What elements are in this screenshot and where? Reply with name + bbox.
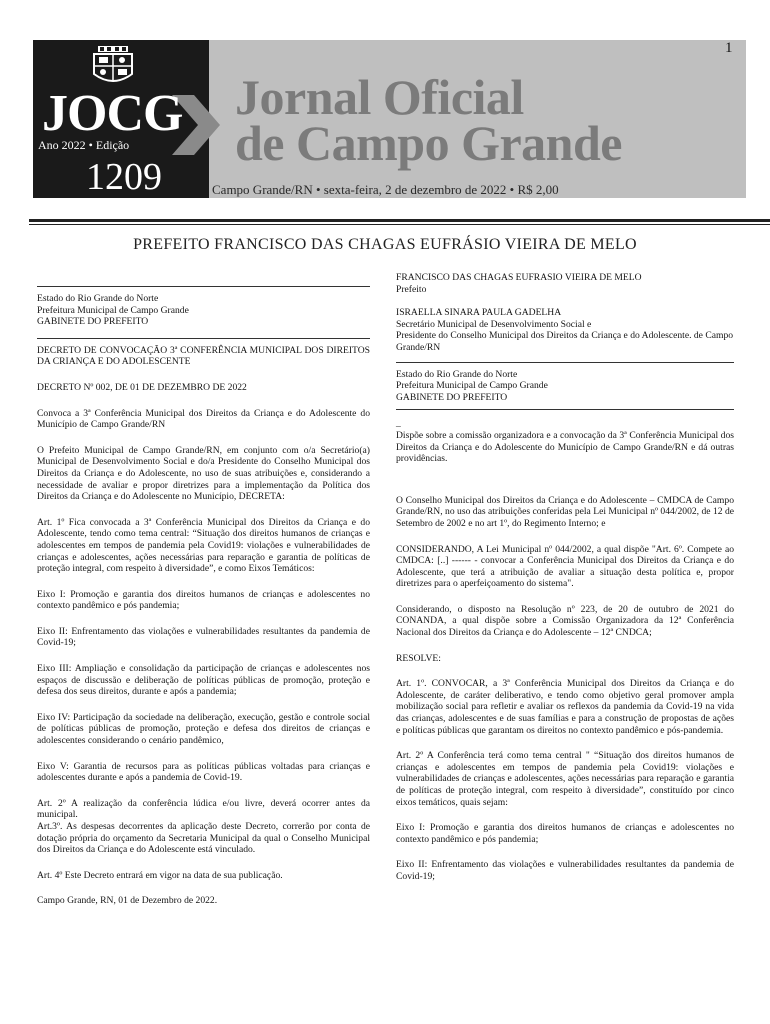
paragraph: Eixo I: Promoção e garantia dos direitos humanos de crianças e adolescentes no contexto pandêmico e pós pandemia;	[37, 588, 370, 612]
newspaper-title-line1: Jornal Oficial	[235, 69, 524, 125]
paragraph: Eixo II: Enfrentamento das violações e vulnerabilidades resultantes da pandemia de Covid-19;	[396, 859, 734, 882]
paragraph: Art. 2º A realização da conferência lúdica e/ou livre, deverá ocorrer antes da municipal. Art.3º. As despesas decorrentes da aplicação deste Decreto, correrão por conta de dotação própria do orçamento da Secretaria Municipal da qual o Conselho Municipal dos Direitos da Criança e do Adolescente está vinculado.	[37, 797, 370, 856]
year-edition-label: Ano 2022 • Edição	[38, 138, 130, 152]
signature-secretaria: ISRAELLA SINARA PAULA GADELHA Secretário Municipal de Desenvolvimento Social e Presidente do Conselho Municipal dos Direitos da Criança e do Adolescente. de Campo Grande/RN	[396, 307, 734, 353]
paragraph: DECRETO Nº 002, DE 01 DE DEZEMBRO DE 2022	[37, 381, 247, 393]
newspaper-title-line2: de Campo Grande	[235, 115, 622, 171]
masthead-divider-thick	[29, 219, 770, 222]
masthead-divider-thin	[29, 224, 770, 225]
right-column	[396, 272, 734, 893]
paragraph: Eixo III: Ampliação e consolidação da participação de crianças e adolescentes nos espaços de discussão e deliberação de políticas públicas de promoção, proteção e defesa dos seus direitos, durante e após a pandemia;	[37, 663, 370, 698]
signature-prefeito: FRANCISCO DAS CHAGAS EUFRASIO VIEIRA DE MELO Prefeito	[396, 272, 642, 295]
paragraph: O Conselho Municipal dos Direitos da Criança e do Adolescente – CMDCA de Campo Grande/RN, no uso das atribuições conferidas pela Lei Municipal nº 044/2002, de 12 de Setembro de 2002 e no art 1º, do Regimento Interno; e	[396, 494, 734, 529]
paragraph: Campo Grande, RN, 01 de Dezembro de 2022.	[37, 895, 218, 907]
paragraph: Eixo V: Garantia de recursos para as políticas públicas voltadas para crianças e adolescentes durante e após a pandemia de Covid-19.	[37, 760, 370, 784]
paragraph: O Prefeito Municipal de Campo Grande/RN, em conjunto com o/a Secretário(a) Municipal de Desenvolvimento Social e do/a Presidente do Conselho Municipal dos Direitos da Criança e do Adolescente, no uso de suas atribuições e, considerando a necessidade de avaliar e propor diretrizes para a implementação da Política dos Direitos da Criança e do Adolescente no Município, DECRETA:	[37, 444, 370, 503]
paragraph: Dispõe sobre a comissão organizadora e a convocação da 3ª Conferência Municipal dos Direitos da Criança e do Adolescente do Município de Campo Grande/RN e dá outras providências.	[396, 429, 734, 465]
page-number: 1	[725, 40, 733, 56]
paragraph: Eixo II: Enfrentamento das violações e vulnerabilidades resultantes da pandemia de Covid-19;	[37, 625, 370, 649]
dateline: Campo Grande/RN • sexta-feira, 2 de dezembro de 2022 • R$ 2,00	[212, 182, 559, 197]
paragraph: Eixo IV: Participação da sociedade na deliberação, execução, gestão e controle social de políticas públicas de promoção, proteção e defesa dos direitos de crianças e adolescentes considerando o cenário pandêmico,	[37, 711, 370, 747]
divider	[396, 362, 734, 363]
paragraph: Art. 4º Este Decreto entrará em vigor na data de sua publicação.	[37, 869, 283, 881]
paragraph: Art. 1º. CONVOCAR, a 3ª Conferência Municipal dos Direitos da Criança e do Adolescente, de caráter deliberativo, e tendo como objetivo geral promover ampla mobilização social para refletir e avaliar os reflexos da pandemia da Covid-19 na vida das crianças, adolescentes e de suas famílias e para a construção de propostas de ações e políticas públicas que garantam os direitos no contexto pandêmico e pós-pandemia.	[396, 678, 734, 736]
divider	[37, 286, 370, 287]
paragraph: Considerando, o disposto na Resolução nº 223, de 20 de outubro de 2021 do CONANDA, a qual dispõe sobre a Comissão Organizadora da 12ª Conferência Nacional dos Direitos da Criança e do Adolescente – 12ª CNDCA;	[396, 603, 734, 639]
brand-logo-text: JOCG	[42, 85, 183, 142]
paragraph: CONSIDERANDO, A Lei Municipal nº 044/2002, a qual dispõe "Art. 6º. Compete ao CMDCA: [..] ------ - convocar a Conferência Municipal dos Direitos da Criança e do Adolescente, que terá a atribuição de avaliar a situação desta política e, propor diretrizes para o aperfeiçoamento do sistema".	[396, 543, 734, 590]
header-block: Estado do Rio Grande do Norte Prefeitura Municipal de Campo Grande GABINETE DO PREFEITO	[396, 368, 548, 403]
divider	[37, 338, 370, 339]
masthead	[0, 0, 770, 215]
divider	[396, 409, 734, 410]
decree-title: DECRETO DE CONVOCAÇÃO 3ª CONFERÊNCIA MUNICIPAL DOS DIREITOS DA CRIANÇA E DO ADOLESCENTE	[37, 344, 370, 368]
paragraph: RESOLVE:	[396, 652, 441, 664]
section-title: PREFEITO FRANCISCO DAS CHAGAS EUFRÁSIO VIEIRA DE MELO	[133, 236, 637, 253]
underscore-mark: _	[396, 418, 401, 430]
edition-number: 1209	[86, 156, 162, 198]
paragraph: Art. 2º A Conferência terá como tema central " “Situação dos direitos humanos de crianças e adolescentes em tempos de pandemia pela Covid19: violações e vulnerabilidades de crianças e adolescentes, ações necessárias para reparação e garantia de políticas de proteção integral, com respeito à diversidade”, constituído por cinco eixos temáticos, quais sejam:	[396, 750, 734, 808]
header-block: Estado do Rio Grande do Norte Prefeitura Municipal de Campo Grande GABINETE DO PREFEITO	[37, 293, 189, 328]
paragraph: Convoca a 3ª Conferência Municipal dos Direitos da Criança e do Adolescente do Município de Campo Grande/RN	[37, 407, 370, 431]
paragraph: Eixo I: Promoção e garantia dos direitos humanos de crianças e adolescentes no contexto pandêmico e pós pandemia;	[396, 822, 734, 845]
city-crest-icon	[88, 44, 138, 88]
left-column	[37, 272, 370, 917]
paragraph: Art. 1º Fica convocada a 3ª Conferência Municipal dos Direitos da Criança e do Adolescente, tendo como tema central: “Situação dos direitos humanos de crianças e adolescentes em tempos de pandemia pela Covid19: violações e vulnerabilidades de crianças e adolescentes, ações necessárias para reparação e garantia de políticas de proteção integral, com respeito à diversidade”, e como Eixos Temáticos:	[37, 516, 370, 575]
